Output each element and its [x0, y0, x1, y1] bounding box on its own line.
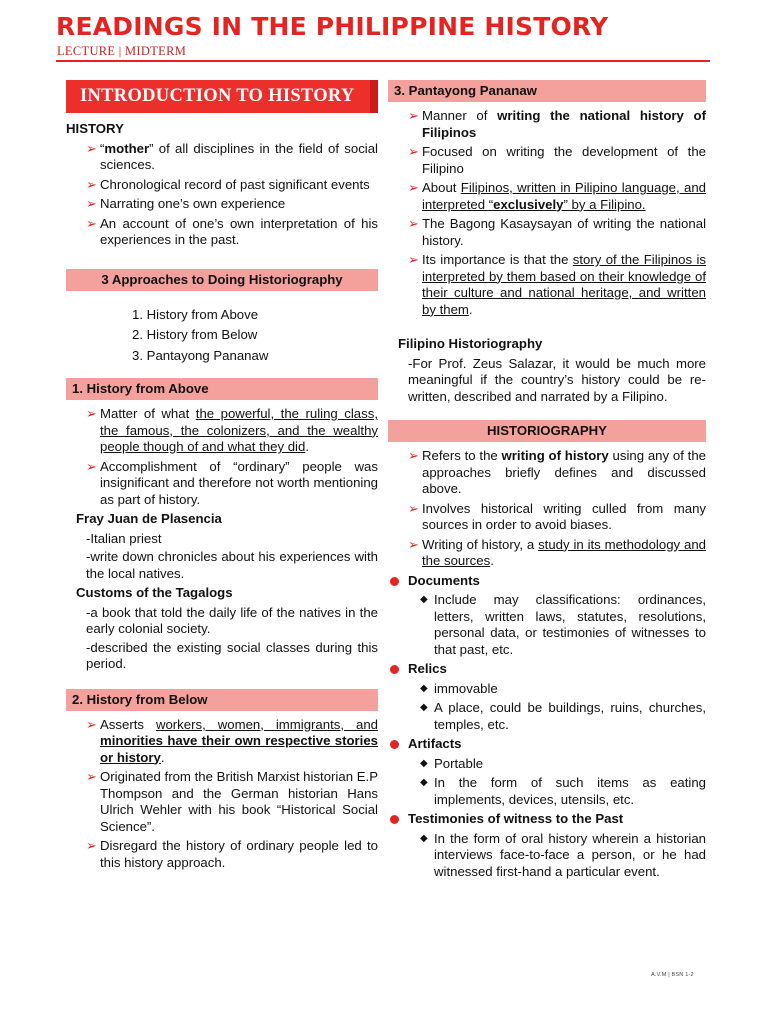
list-item: ➢ Its importance is that the story of the Filipinos is interpreted by them based on their knowledge of their culture and national heritage, and written by them.: [408, 252, 706, 317]
history-from-below-bar: 2. History from Below: [66, 689, 378, 711]
intro-banner: INTRODUCTION TO HISTORY: [66, 80, 378, 113]
diamond-icon: ◆: [420, 777, 428, 788]
artifacts-heading: Artifacts: [388, 736, 706, 753]
red-dot-icon: [390, 665, 399, 674]
arrow-right-icon: ➢: [86, 769, 97, 784]
testimonies-heading: Testimonies of witness to the Past: [388, 811, 706, 828]
list-item: ➢ Matter of what the powerful, the ruling class, the famous, the colonizers, and the wealthy people though of and what they did.: [86, 406, 378, 454]
arrow-right-icon: ➢: [86, 196, 97, 211]
arrow-right-icon: ➢: [408, 448, 419, 463]
historiography-list: [388, 448, 706, 570]
red-dot-icon: [390, 815, 399, 824]
document-subtitle: LECTURE | MIDTERM: [57, 44, 187, 58]
plasencia-text: -Italian priest -write down chronicles about his experiences with the local natives.: [86, 530, 378, 581]
relics-list: [388, 681, 706, 734]
list-item: ➢ An account of one’s own interpretation of his experiences in the past.: [86, 215, 378, 247]
header-divider: [56, 60, 710, 62]
arrow-right-icon: ➢: [86, 458, 97, 474]
filipino-historiography-heading: Filipino Historiography: [398, 336, 543, 351]
list-item: ➢ Manner of writing the national history of Filipinos: [408, 108, 706, 140]
list-item: ➢ Chronological record of past significant events: [86, 176, 370, 192]
arrow-right-icon: ➢: [408, 144, 419, 159]
artifacts-list: [388, 756, 706, 809]
filipino-historiography-text: -For Prof. Zeus Salazar, it would be much more meaningful if the country’s history could be re-written, described and narrated by a Filipino.: [408, 355, 706, 404]
list-item: ◆ In the form of oral history wherein a historian interviews face-to-face a person, or he had witnessed first-hand a particular event.: [420, 830, 706, 879]
arrow-right-icon: ➢: [86, 215, 97, 231]
list-item: ◆ Include may classifications: ordinances, letters, written laws, statutes, resolutions, personal data, or testimonies of witnesses to that past, etc.: [420, 592, 706, 657]
history-from-above-bar: 1. History from Above: [66, 378, 378, 400]
approaches-list: [66, 307, 378, 365]
relics-heading: Relics: [388, 661, 706, 678]
red-dot-icon: [390, 577, 399, 586]
list-item: ➢ Accomplishment of “ordinary” people was insignificant and therefore not worth mentioning as part of history.: [86, 458, 378, 507]
left-column: [66, 80, 378, 874]
list-item: 3. Pantayong Pananaw: [132, 347, 269, 363]
diamond-icon: ◆: [420, 702, 428, 713]
customs-text: -a book that told the daily life of the natives in the early colonial society. -described the existing social classes during this period.: [86, 604, 378, 671]
documents-heading: Documents: [388, 573, 706, 590]
list-item: 1. History from Above: [132, 306, 259, 322]
page-footer: A.V.M | BSN 1-2: [651, 972, 694, 978]
approaches-bar: 3 Approaches to Doing Historiography: [66, 269, 378, 291]
document-title: READINGS IN THE PHILIPPINE HISTORY: [56, 12, 609, 41]
history-list: [66, 141, 378, 249]
arrow-right-icon: ➢: [408, 252, 419, 267]
testimonies-list: [388, 831, 706, 881]
pantayong-pananaw-list: [388, 108, 706, 318]
diamond-icon: ◆: [420, 832, 428, 844]
documents-list: [388, 592, 706, 658]
list-item: ➢ Disregard the history of ordinary people led to this history approach.: [86, 838, 378, 870]
list-item: ➢ Narrating one’s own experience: [86, 196, 286, 211]
historiography-bar: HISTORIOGRAPHY: [388, 420, 706, 442]
list-item: ◆ Portable: [420, 755, 484, 771]
arrow-right-icon: ➢: [408, 536, 419, 552]
list-item: ➢ Originated from the British Marxist historian E.P Thompson and the German historian Hans Ulrich Wehler with his book “Historical Social Science”.: [86, 769, 378, 834]
arrow-right-icon: ➢: [408, 500, 419, 516]
arrow-right-icon: ➢: [86, 176, 97, 192]
red-dot-icon: [390, 740, 399, 749]
list-item: 2. History from Below: [132, 327, 258, 342]
list-item: ◆ A place, could be buildings, ruins, churches, temples, etc.: [420, 700, 706, 732]
arrow-right-icon: ➢: [408, 180, 419, 195]
list-item: ◆ immovable: [420, 680, 498, 696]
diamond-icon: ◆: [420, 757, 428, 769]
arrow-right-icon: ➢: [86, 140, 97, 156]
arrow-right-icon: ➢: [86, 406, 97, 421]
list-item: ➢ Asserts workers, women, immigrants, and minorities have their own respective stories or history.: [86, 716, 378, 765]
pantayong-pananaw-bar: 3. Pantayong Pananaw: [388, 80, 706, 102]
list-item: ➢ Writing of history, a study in its methodology and the sources.: [408, 536, 706, 568]
list-item: ➢ Focused on writing the development of the Filipino: [408, 144, 706, 176]
customs-heading: Customs of the Tagalogs: [76, 585, 233, 600]
diamond-icon: ◆: [420, 594, 428, 605]
right-column: [388, 80, 706, 883]
arrow-right-icon: ➢: [86, 716, 97, 732]
history-from-above-list: [66, 406, 378, 508]
list-item: ➢ Refers to the writing of history using any of the approaches briefly defines and discussed above.: [408, 448, 706, 496]
list-item: ➢ The Bagong Kasaysayan of writing the national history.: [408, 216, 706, 248]
list-item: ◆ In the form of such items as eating implements, devices, utensils, etc.: [420, 775, 706, 807]
arrow-right-icon: ➢: [408, 108, 419, 123]
list-item: ➢ About Filipinos, written in Pilipino language, and interpreted “exclusively” by a Filipino.: [408, 180, 706, 212]
history-heading: HISTORY: [66, 121, 124, 136]
list-item: ➢ “mother” of all disciplines in the field of social sciences.: [86, 140, 378, 172]
list-item: ➢ Involves historical writing culled from many sources in order to avoid biases.: [408, 500, 706, 532]
history-from-below-list: [66, 717, 378, 872]
arrow-right-icon: ➢: [86, 838, 97, 853]
arrow-right-icon: ➢: [408, 216, 419, 231]
diamond-icon: ◆: [420, 682, 428, 694]
plasencia-heading: Fray Juan de Plasencia: [76, 511, 222, 526]
